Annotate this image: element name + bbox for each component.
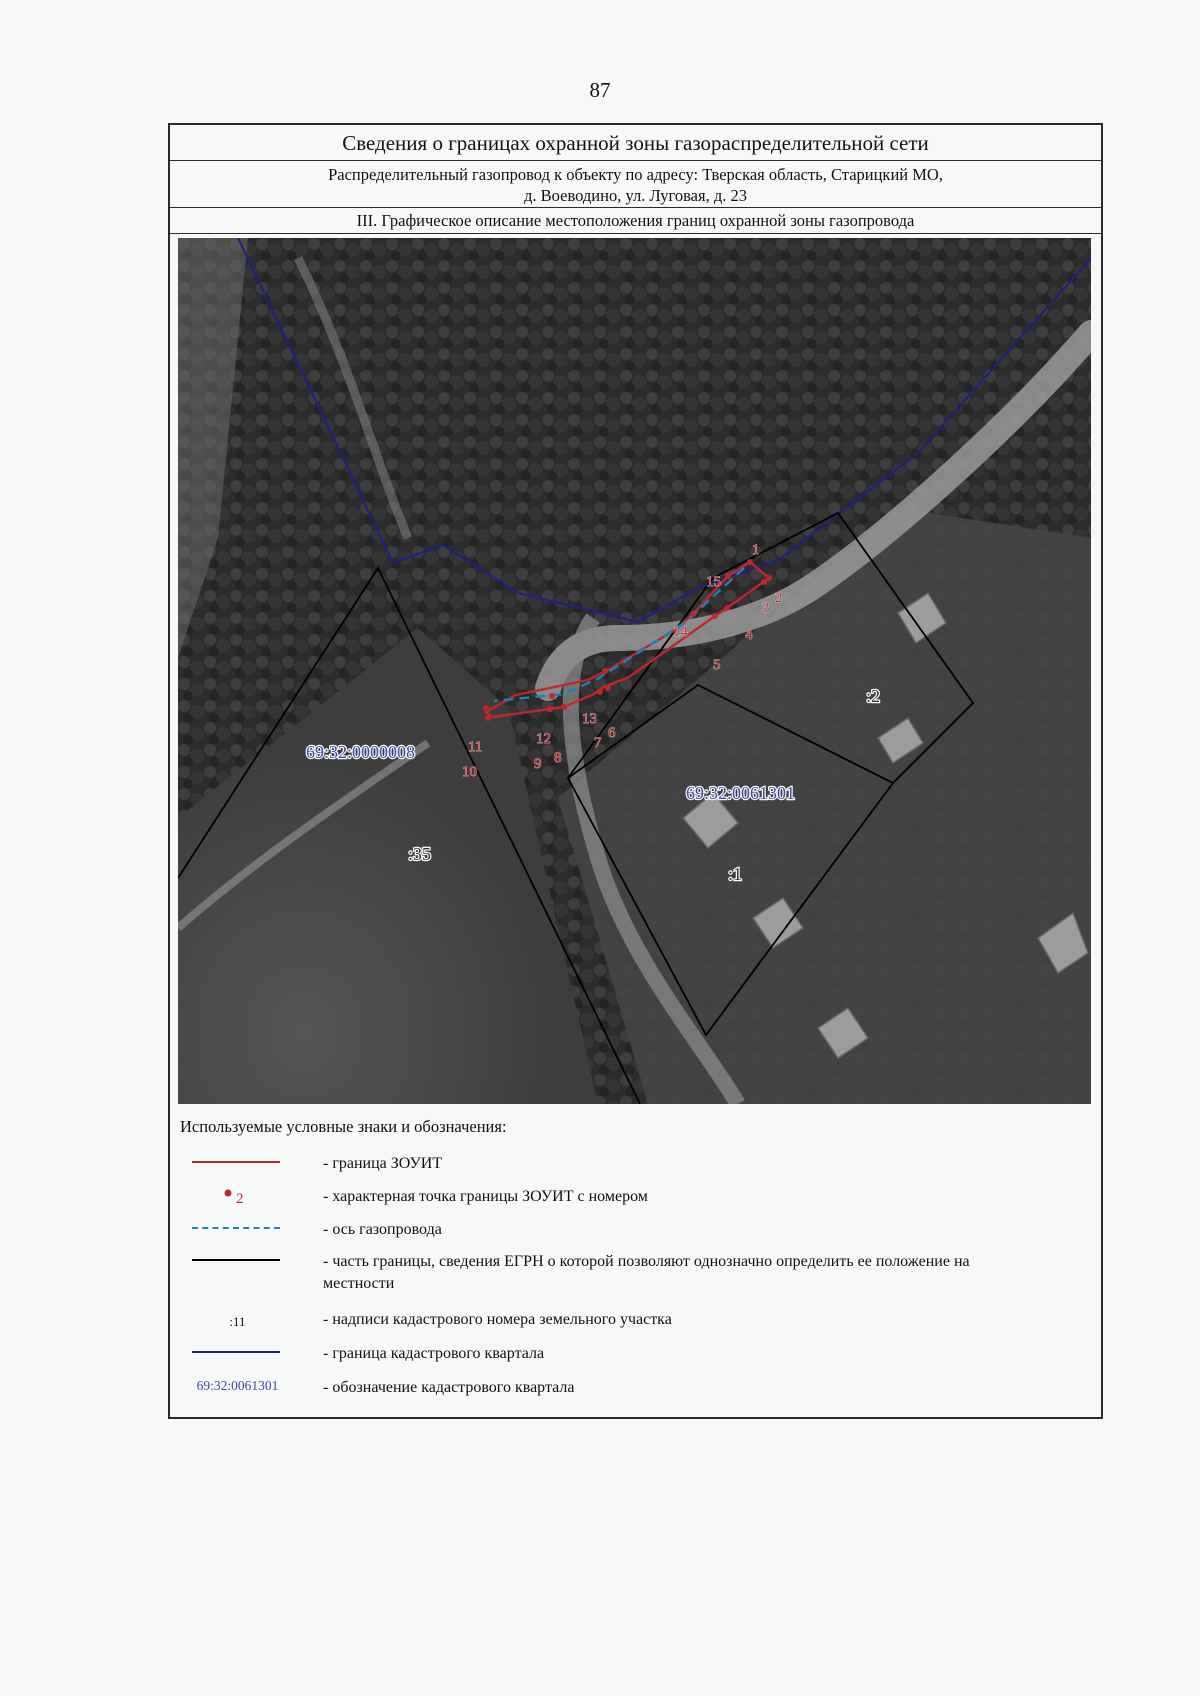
parcel-label-icon: :11	[229, 1314, 246, 1329]
map-drawing	[178, 238, 1091, 1104]
boundary-point-5	[712, 613, 718, 619]
legend-item-boundary-point	[180, 1182, 1090, 1212]
boundary-point-1	[747, 559, 753, 565]
legend-item-parcel-label	[180, 1305, 1090, 1335]
point-label-13: 13	[582, 711, 597, 727]
legend-text: - часть границы, сведения ЕГРН о которой позволяют однозначно определить ее положение на местности	[323, 1253, 970, 1292]
boundary-point-11	[483, 705, 489, 711]
parcel-label-2: :2	[866, 686, 881, 706]
legend-text: - граница кадастрового квартала	[323, 1345, 545, 1362]
boundary-point-9	[547, 706, 553, 712]
quarter-label-0061301: 69:32:0061301	[686, 783, 796, 803]
point-label-2: 2	[775, 590, 783, 606]
boundary-point-12	[549, 693, 555, 699]
point-label-15: 15	[706, 574, 721, 590]
red-line-icon	[180, 1149, 295, 1179]
black-line-icon	[180, 1247, 295, 1277]
point-label-8: 8	[554, 750, 562, 766]
page-title: Сведения о границах охранной зоны газораспределительной сети	[170, 125, 1101, 161]
legend-item-zouit-boundary	[180, 1149, 1090, 1179]
legend-text: - характерная точка границы ЗОУИТ с номером	[323, 1188, 648, 1205]
boundary-point-6	[605, 685, 611, 691]
quarter-label-0000008: 69:32:0000008	[306, 742, 416, 762]
point-label-3: 3	[762, 600, 770, 616]
address-line-1: Распределительный газопровод к объекту по адресу: Тверская область, Старицкий МО,	[328, 165, 943, 184]
point-label-12: 12	[536, 731, 551, 747]
point-label-5: 5	[713, 657, 721, 673]
legend-text: - надписи кадастрового номера земельного участка	[323, 1311, 672, 1328]
legend-item-gas-axis	[180, 1215, 1090, 1245]
boundary-point-4	[724, 605, 730, 611]
boundary-point-7	[597, 689, 603, 695]
aerial-map	[178, 238, 1091, 1104]
red-point-icon	[180, 1182, 295, 1212]
legend-text: - ось газопровода	[323, 1221, 442, 1238]
point-label-4: 4	[745, 627, 753, 643]
section-title: III. Графическое описание местоположения границ охранной зоны газопровода	[170, 208, 1101, 234]
legend-text: - граница ЗОУИТ	[323, 1155, 443, 1172]
quarter-label-icon: 69:32:0061301	[196, 1378, 279, 1393]
boundary-point-2	[766, 575, 772, 581]
page-number: 87	[589, 78, 611, 102]
document-frame	[168, 123, 1103, 1419]
parcel-label-1: :1	[728, 864, 743, 884]
navy-line-icon	[180, 1339, 295, 1369]
point-label-14: 14	[673, 624, 688, 640]
address-line-2: д. Воеводино, ул. Луговая, д. 23	[524, 186, 747, 205]
object-address	[170, 161, 1101, 208]
boundary-point-10	[485, 715, 491, 721]
parcel-label-35: :35	[408, 844, 432, 864]
point-label-11: 11	[468, 739, 483, 755]
point-label-7: 7	[594, 735, 602, 751]
boundary-point-8	[561, 704, 567, 710]
legend-item-quarter-label	[180, 1373, 1090, 1403]
legend-item-parcel-boundary	[180, 1247, 1090, 1297]
boundary-point-14	[690, 611, 696, 617]
point-label-6: 6	[608, 725, 616, 741]
legend-text: - обозначение кадастрового квартала	[323, 1379, 575, 1396]
boundary-point-15	[725, 573, 731, 579]
boundary-point-3	[761, 579, 767, 585]
point-label-1: 1	[752, 542, 760, 558]
boundary-point-13	[602, 668, 608, 674]
point-label-9: 9	[534, 756, 542, 772]
legend-title: Используемые условные знаки и обозначения:	[180, 1117, 507, 1136]
blue-dashed-line-icon	[180, 1215, 295, 1245]
legend-item-quarter-boundary	[180, 1339, 1090, 1369]
point-label-10: 10	[462, 764, 477, 780]
svg-text:2: 2	[236, 1191, 244, 1207]
